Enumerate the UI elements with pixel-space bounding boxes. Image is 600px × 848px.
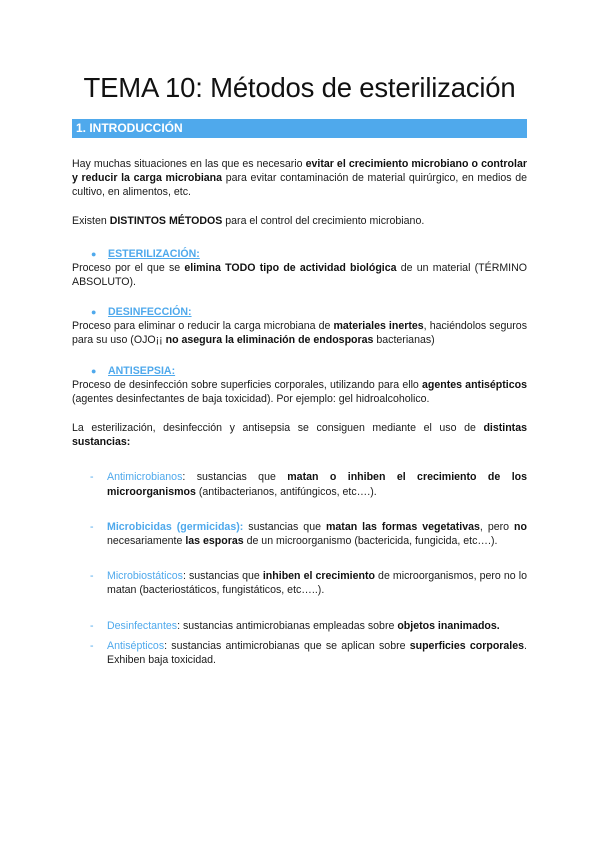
bold-run: no — [514, 520, 527, 533]
bold-run: matan las formas vegetativas — [325, 520, 480, 533]
text-run: para el control del crecimiento microbiano. — [222, 214, 425, 227]
bold-run: las esporas — [185, 535, 244, 548]
text-run: (antibacterianos, antifúngicos, etc….). — [195, 485, 377, 498]
bullet-body-antisepsia — [72, 378, 527, 406]
substances-list — [72, 470, 527, 667]
dash-icon: - — [90, 639, 94, 652]
intro-paragraph — [72, 157, 527, 200]
dash-icon: - — [90, 570, 94, 583]
list-item-microbicidas — [72, 520, 527, 548]
text-run: , pero — [479, 520, 515, 533]
bullet-icon: ● — [91, 307, 97, 318]
bullet-body-desinfeccion — [72, 319, 527, 347]
text-run: Existen — [72, 214, 110, 227]
bold-run: inhiben el crecimiento — [262, 570, 375, 583]
section-heading: 1. INTRODUCCIÓN — [72, 119, 527, 138]
text-run: para evitar contaminación de material quirúrgico, en medios de cultivo, en alimentos, etc. — [72, 172, 527, 199]
bullet-heading-esterilizacion — [72, 247, 527, 261]
text-run: : sustancias que — [182, 570, 263, 583]
text-run: La esterilización, desinfección y antisepsia se consiguen mediante el uso de — [72, 422, 484, 435]
bold-run: agentes antisépticos — [421, 378, 527, 391]
text-run: bacterianas) — [373, 334, 435, 347]
list-item-microbiostaticos — [72, 569, 527, 597]
document-page — [72, 0, 527, 667]
bullet-label: DESINFECCIÓN: — [108, 306, 192, 319]
dash-icon: - — [90, 619, 94, 632]
bullet-icon: ● — [91, 365, 97, 376]
bullet-heading-antisepsia — [72, 364, 527, 378]
term-label: Antimicrobianos — [107, 471, 183, 484]
bullet-label: ESTERILIZACIÓN: — [108, 247, 200, 260]
term-label: Microbicidas (germicidas): — [107, 520, 244, 533]
text-run: : sustancias que — [182, 471, 288, 484]
term-label: Microbiostáticos — [107, 570, 183, 583]
bold-run: superficies corporales — [409, 639, 525, 652]
bullet-body-esterilizacion — [72, 261, 527, 289]
bold-run: evitar el crecimiento microbiano o controlar y reducir la carga microbiana — [72, 158, 527, 185]
bold-run: materiales inertes — [333, 320, 424, 333]
text-run: necesariamente — [107, 535, 186, 548]
text-run: de microorganismos, pero no lo matan (bacteriostáticos, fungistáticos, etc…..). — [107, 570, 527, 597]
substances-intro-paragraph — [72, 421, 527, 449]
text-run: Hay muchas situaciones en las que es necesario — [72, 158, 306, 170]
bullet-icon: ● — [91, 248, 97, 259]
dash-icon: - — [90, 520, 94, 533]
list-item-desinfectantes — [72, 619, 527, 633]
text-run: de un microorganismo (bactericida, fungicida, etc….). — [243, 535, 498, 548]
bold-run: objetos inanimados. — [397, 619, 500, 632]
text-run: de un material (TÉRMINO ABSOLUTO). — [72, 261, 528, 289]
bold-run: DISTINTOS MÉTODOS — [109, 214, 223, 227]
bold-run: elimina TODO tipo de actividad biológica — [184, 261, 397, 274]
list-item-antimicrobianos — [72, 470, 527, 498]
term-label: Desinfectantes — [107, 619, 178, 632]
text-run: sustancias que — [243, 520, 326, 533]
bold-run: distintas sustancias: — [72, 422, 527, 449]
bullet-label: ANTISEPSIA: — [108, 364, 176, 377]
methods-paragraph — [72, 214, 527, 228]
text-run: Proceso de desinfección sobre superficies corporales, utilizando para ello — [72, 378, 422, 391]
text-run: Proceso por el que se — [72, 261, 185, 274]
text-run: (agentes desinfectantes de baja toxicidad). Por ejemplo: gel hidroalcoholico. — [72, 392, 430, 405]
bold-run: matan o inhiben el crecimiento de los microorganismos — [107, 471, 528, 498]
text-run: , haciéndolos seguros para su uso (OJO¡¡ — [72, 320, 527, 347]
text-run: : sustancias antimicrobianas empleadas sobre — [177, 619, 398, 632]
list-item-antisepticos — [72, 639, 527, 667]
bold-run: no asegura la eliminación de endosporas — [165, 334, 374, 347]
text-run: Proceso para eliminar o reducir la carga microbiana de — [72, 320, 334, 333]
text-run: : sustancias antimicrobianas que se aplican sobre — [164, 639, 410, 652]
dash-icon: - — [90, 471, 94, 484]
bullet-heading-desinfeccion — [72, 305, 527, 319]
term-label: Antisépticos — [107, 639, 165, 652]
text-run: . Exhiben baja toxicidad. — [107, 639, 527, 667]
page-title: TEMA 10: Métodos de esterilización — [83, 72, 516, 103]
